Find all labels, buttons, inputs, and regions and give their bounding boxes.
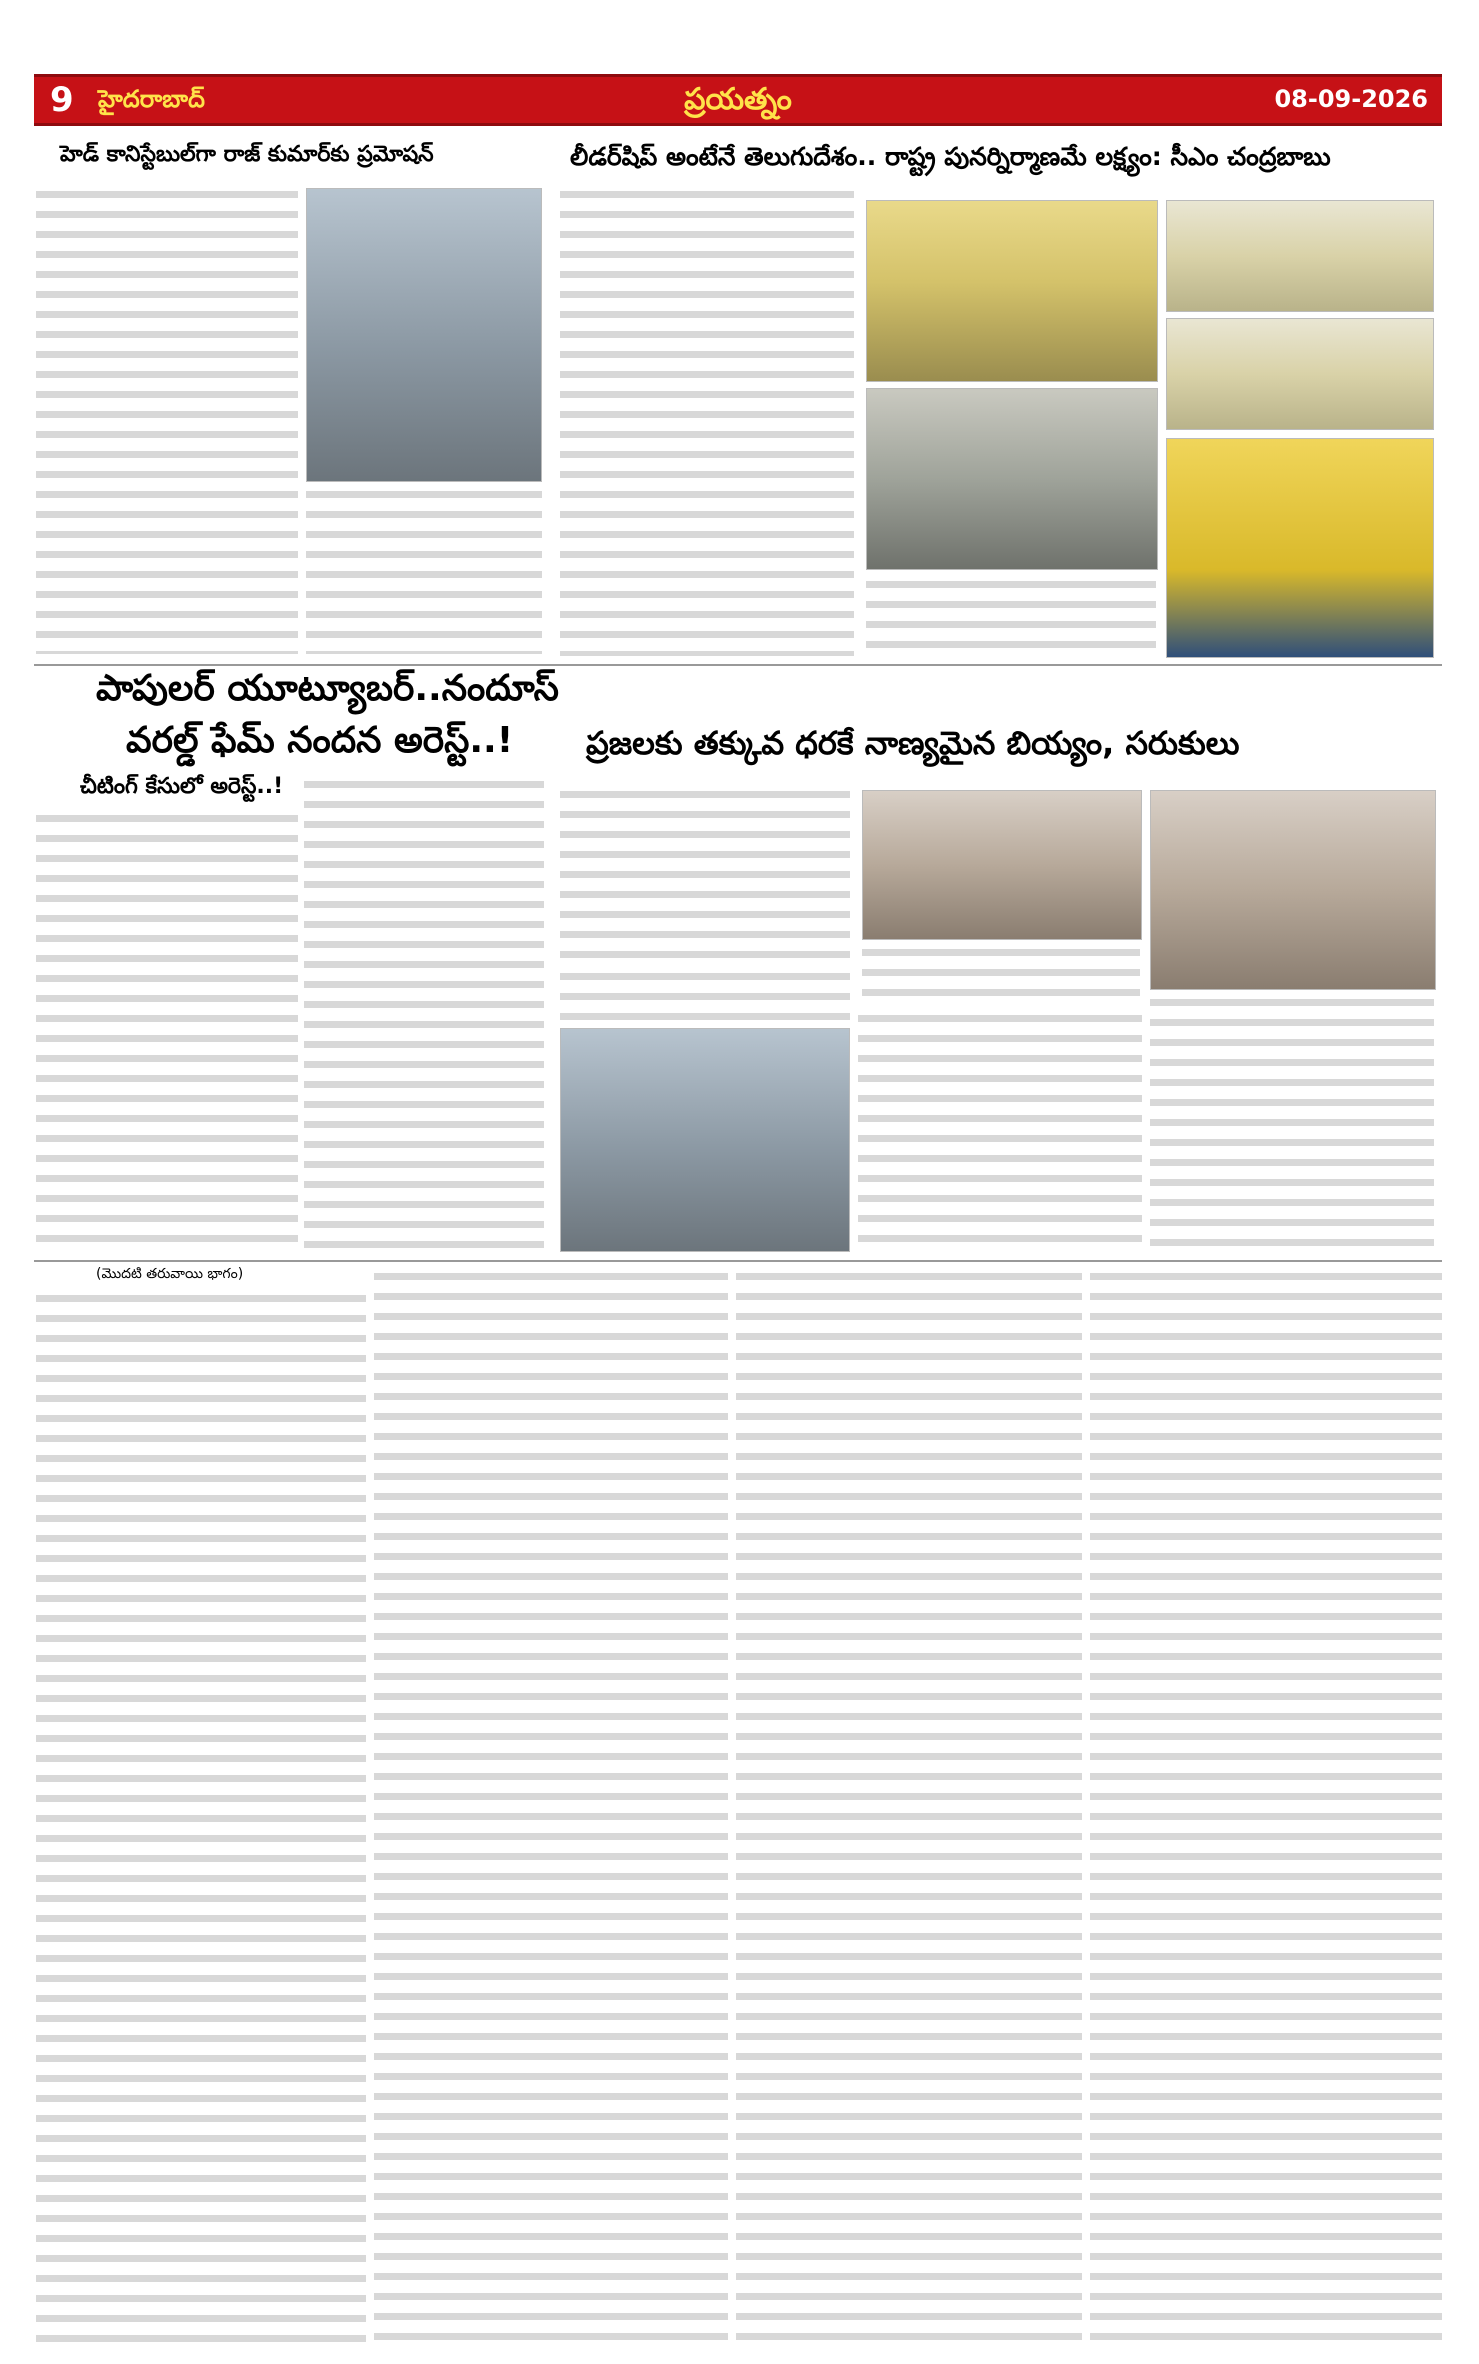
issue-date: 08-09-2026	[1274, 85, 1428, 113]
leadership-caption	[866, 576, 1156, 656]
rice-body-col2	[858, 1010, 1142, 1250]
analysis-col4	[1090, 1268, 1442, 2344]
section-name: హైదరాబాద్	[98, 85, 205, 113]
rice-photo-3	[560, 1028, 850, 1252]
page-number: 9	[50, 80, 74, 120]
rice-photo-1	[862, 790, 1142, 940]
leadership-photo-hall-1	[1166, 200, 1434, 312]
rice-photo-2	[1150, 790, 1436, 990]
analysis-col2	[374, 1268, 728, 2344]
youtuber-body-col2	[304, 776, 544, 1250]
leadership-photo-hall-2	[1166, 318, 1434, 430]
analysis-col3	[736, 1268, 1082, 2344]
newspaper-brand: ప్రయత్నం	[684, 82, 792, 117]
leadership-photo-crowd	[866, 388, 1158, 570]
leadership-photo-stage	[866, 200, 1158, 382]
youtuber-body-col1	[36, 810, 298, 1250]
youtuber-subheadline: చీటింగ్ కేసులో అరెస్ట్..!	[80, 774, 284, 799]
youtuber-headline-line1: పాపులర్ యూట్యూబర్..నందూస్	[96, 668, 559, 709]
leadership-photo-banner	[1166, 438, 1434, 658]
rice-body-col3	[1150, 994, 1434, 1250]
leadership-body	[560, 186, 854, 656]
horizontal-rule	[34, 664, 1442, 666]
promotion-body	[36, 186, 298, 654]
leadership-headline: లీడర్‌షిప్ అంటేనే తెలుగుదేశం.. రాష్ట్ర పునర్నిర్మాణమే లక్ష్యం: సీఎం చంద్రబాబు	[570, 142, 1331, 171]
rice-caption	[862, 944, 1140, 1004]
rice-body-col1	[560, 968, 850, 1024]
analysis-col1	[36, 1290, 366, 2344]
analysis-kicker: (మొదటి తరువాయి భాగం)	[96, 1266, 244, 1282]
promotion-caption	[306, 486, 542, 654]
masthead-bar	[34, 74, 1442, 126]
rice-headline: ప్రజలకు తక్కువ ధరకే నాణ్యమైన బియ్యం, సరుకులు	[586, 724, 1240, 762]
youtuber-headline-line2: వరల్డ్ ఫేమ్ నందన అరెస్ట్..!	[126, 720, 514, 761]
horizontal-rule	[34, 1260, 1442, 1262]
rice-intro	[560, 786, 850, 966]
promotion-headline: హెడ్ కానిస్టేబుల్‌గా రాజ్ కుమార్‌కు ప్రమోషన్	[60, 142, 434, 167]
promotion-photo	[306, 188, 542, 482]
